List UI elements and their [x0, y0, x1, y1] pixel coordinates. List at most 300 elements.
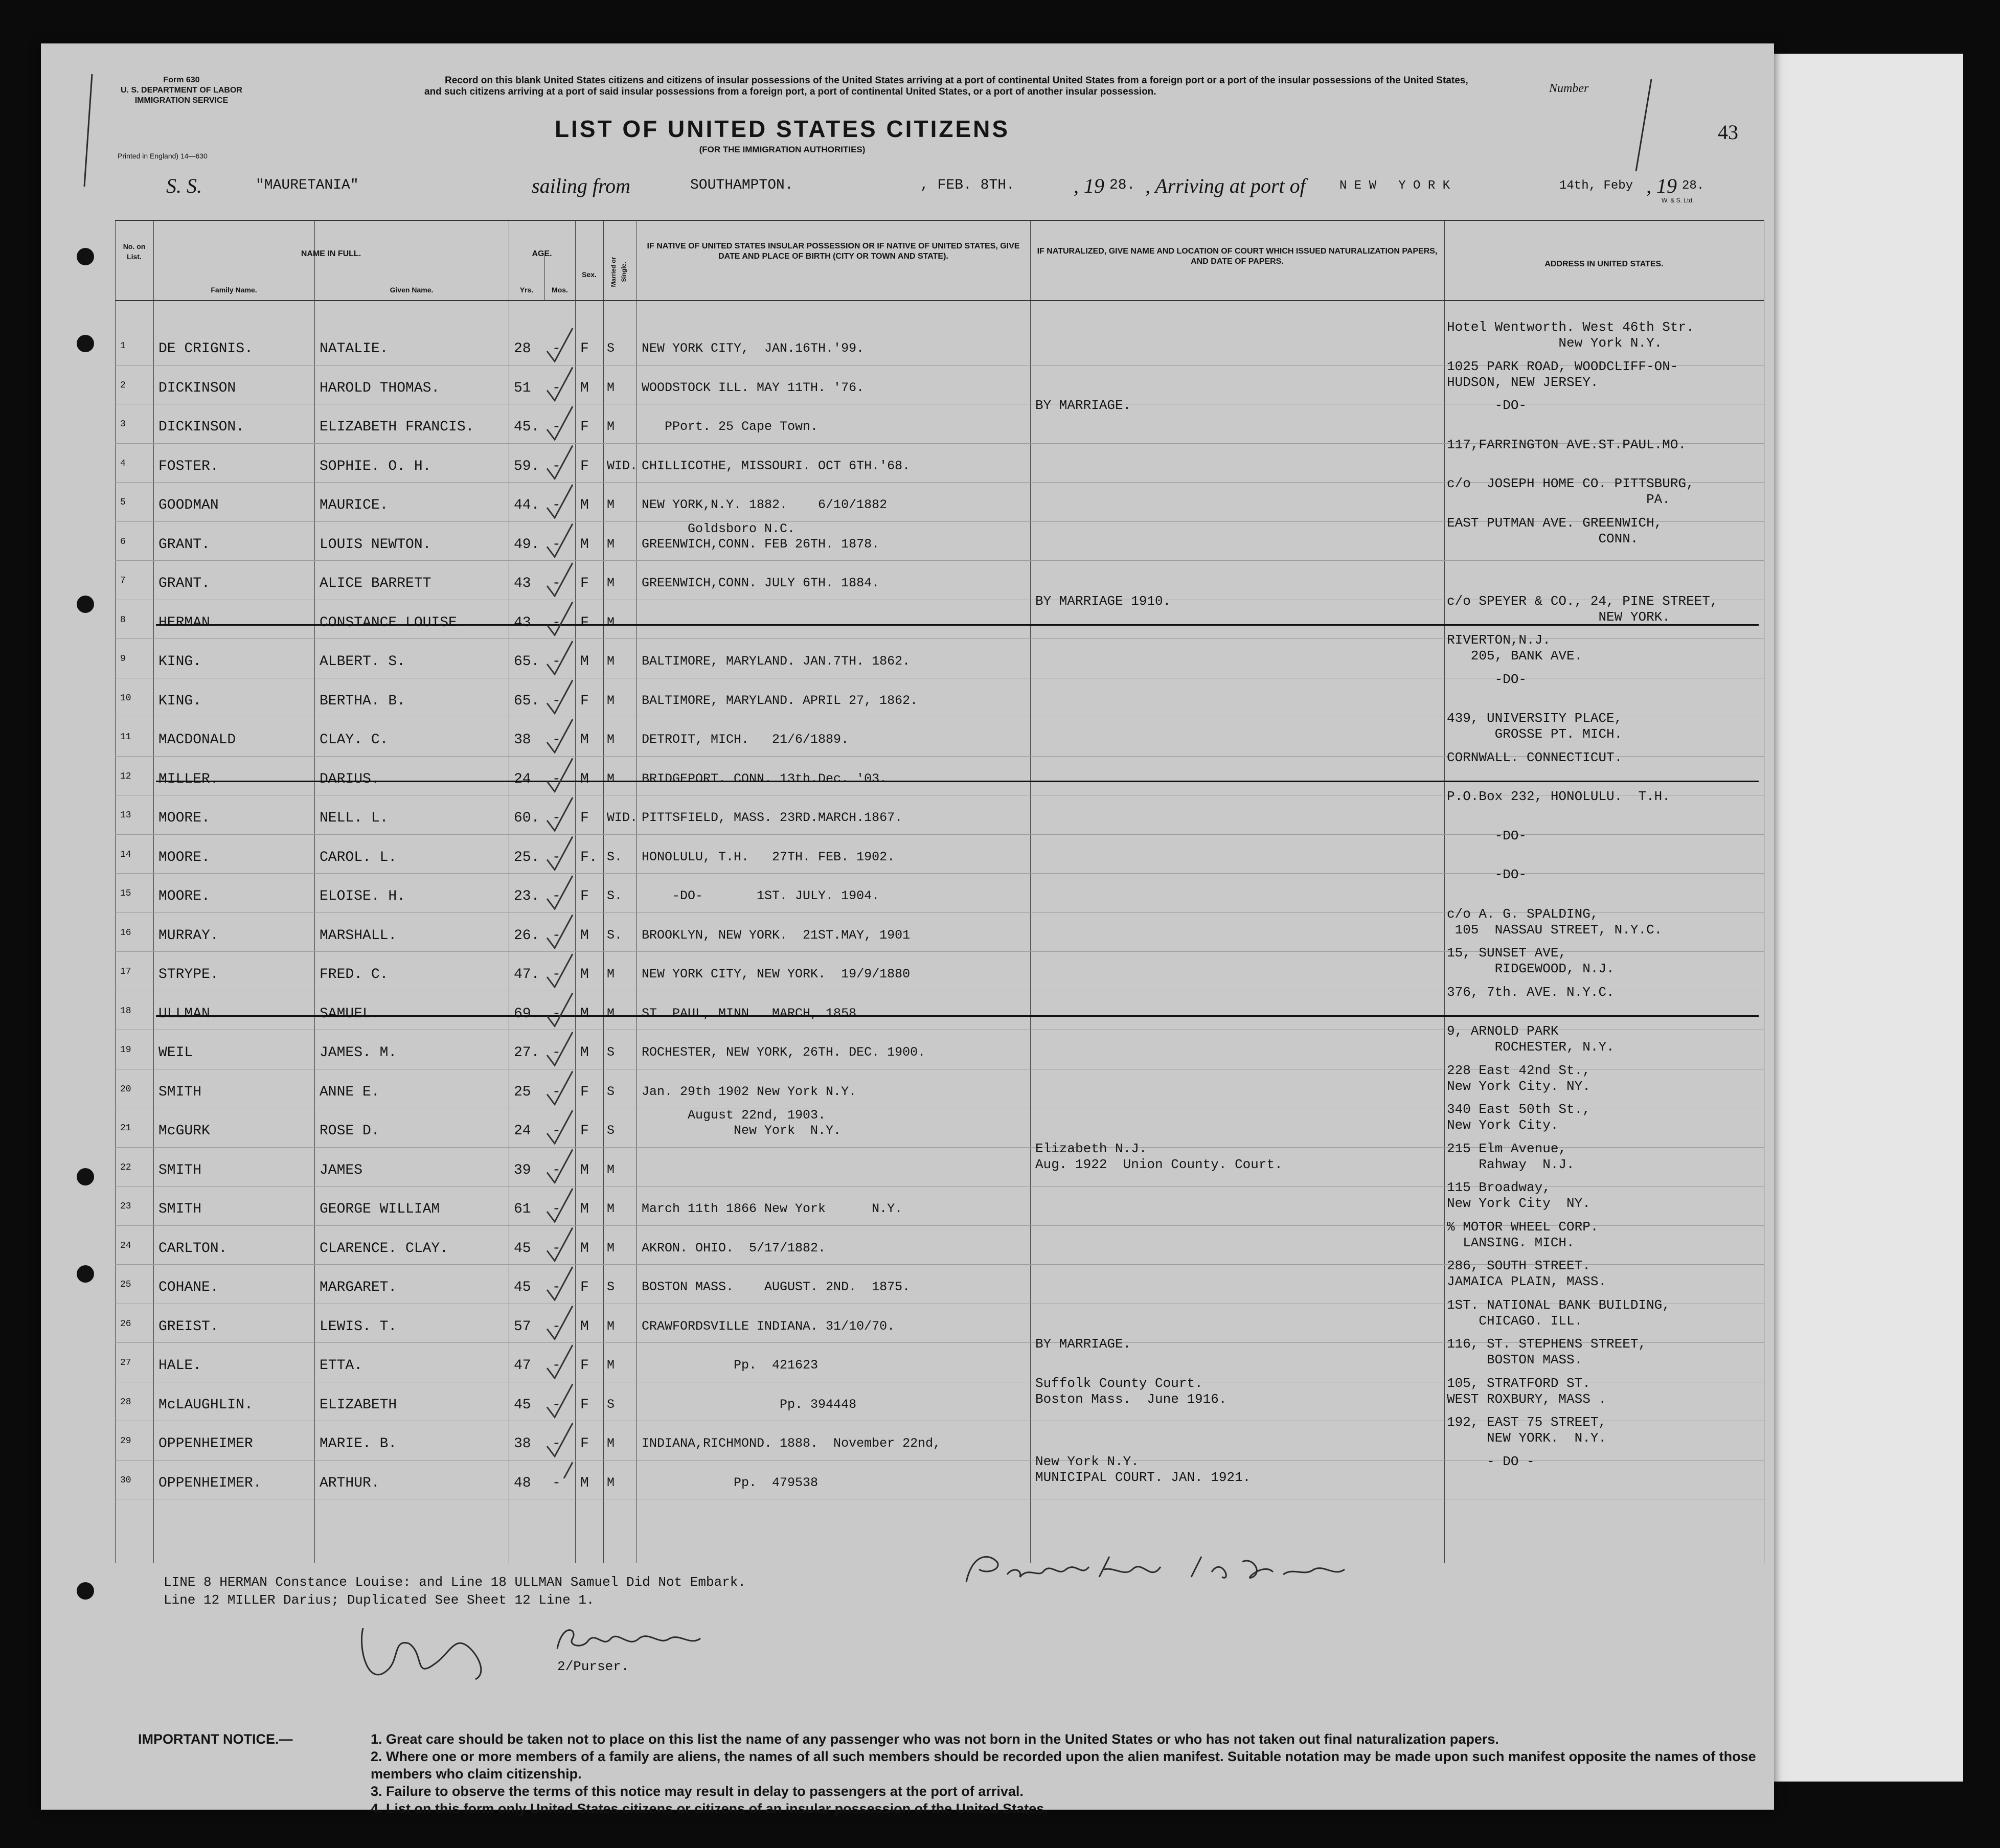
- address: 439, UNIVERSITY PLACE, GROSSE PT. MICH.: [1447, 711, 1623, 742]
- given-name: BERTHA. B.: [320, 693, 406, 709]
- birth-info: PITTSFIELD, MASS. 23RD.MARCH.1867.: [642, 810, 903, 825]
- naturalization-info: New York N.Y. MUNICIPAL COURT. JAN. 1921.: [1035, 1453, 1251, 1485]
- family-name: DE CRIGNIS.: [158, 341, 253, 357]
- age-years: 47.: [514, 967, 540, 983]
- row-number: 18: [120, 1006, 131, 1016]
- address: 1ST. NATIONAL BANK BUILDING, CHICAGO. ILL.: [1447, 1297, 1670, 1329]
- birth-info: GREENWICH,CONN. JULY 6TH. 1884.: [642, 576, 880, 590]
- family-name: KING.: [158, 693, 202, 709]
- age-years: 60.: [514, 810, 540, 826]
- check-mark: [547, 797, 573, 831]
- age-years: 57: [514, 1318, 531, 1335]
- col-family-name: Family Name.: [211, 286, 257, 294]
- family-name: MOORE.: [158, 888, 210, 904]
- age-months: -: [552, 771, 561, 787]
- sex: F: [580, 810, 589, 826]
- address: c/o JOSEPH HOME CO. PITTSBURG, PA.: [1447, 476, 1694, 507]
- address: -DO-: [1447, 398, 1527, 413]
- check-mark: [547, 406, 573, 440]
- address: c/o A. G. SPALDING, 105 NASSAU STREET, N.Y.C.: [1447, 906, 1663, 938]
- age-years: 38: [514, 732, 531, 748]
- marital-status: M: [607, 1162, 615, 1177]
- address: CORNWALL. CONNECTICUT.: [1447, 749, 1623, 765]
- check-mark: [547, 759, 573, 792]
- check-mark: [547, 915, 573, 948]
- page-title: LIST OF UNITED STATES CITIZENS: [554, 116, 1010, 142]
- service: IMMIGRATION SERVICE: [134, 96, 229, 105]
- record-instructions: Record on this blank United States citizens and citizens of insular possessions of the United States arriving at a port of continental United States from a foreign port or a port of the insular possessions of the United States, and such citizens arriving at a port of said insular possessions from a foreign port, a port of continental United States, or a port of another insular possession.: [424, 75, 1468, 97]
- col-no: No. on List.: [123, 242, 146, 261]
- marital-status: M: [607, 419, 615, 434]
- punch-hole: [77, 335, 94, 352]
- row-number: 7: [120, 576, 126, 586]
- birth-note: Goldsboro N.C.: [688, 521, 796, 536]
- age-years: 39: [514, 1162, 531, 1178]
- punch-hole: [77, 1168, 94, 1185]
- address: P.O.Box 232, HONOLULU. T.H.: [1447, 789, 1670, 804]
- check-mark: [547, 680, 573, 714]
- address: 15, SUNSET AVE, RIDGEWOOD, N.J.: [1447, 945, 1615, 976]
- birth-info: Pp. 421623: [642, 1358, 819, 1373]
- age-months: -: [552, 536, 561, 553]
- sex: F: [580, 693, 589, 709]
- age-months: -: [552, 458, 561, 474]
- given-name: GEORGE WILLIAM: [320, 1201, 440, 1217]
- col-birth: IF NATIVE OF UNITED STATES INSULAR POSSESSION OR IF NATIVE OF UNITED STATES, GIVE DATE AND PLACE OF BIRTH (CITY OR TOWN AND STATE).: [647, 242, 1020, 261]
- col-mos: Mos.: [552, 286, 568, 294]
- sailing-label: sailing from: [532, 174, 630, 197]
- purser-title: 2/Purser.: [557, 1659, 629, 1674]
- check-marks: [537, 303, 608, 1478]
- check-mark: [547, 328, 573, 361]
- address: -DO-: [1447, 828, 1527, 843]
- given-name: ALBERT. S.: [320, 654, 406, 670]
- check-mark: [547, 368, 573, 401]
- family-name: MACDONALD: [158, 732, 236, 748]
- printer-mark: W. & S. Ltd.: [1662, 197, 1694, 204]
- marital-status: S: [607, 1123, 615, 1138]
- marital-status: M: [607, 967, 615, 982]
- arrival-port: N E W Y O R K: [1339, 179, 1450, 193]
- row-number: 23: [120, 1201, 131, 1212]
- age-months: -: [552, 1201, 561, 1217]
- address: EAST PUTMAN AVE. GREENWICH, CONN.: [1447, 515, 1663, 546]
- age-years: 24: [514, 771, 531, 787]
- row-number: 14: [120, 849, 131, 860]
- row-number: 15: [120, 888, 131, 899]
- row-number: 16: [120, 927, 131, 938]
- age-months: -: [552, 1318, 561, 1335]
- age-years: 47: [514, 1358, 531, 1374]
- address: % MOTOR WHEEL CORP. LANSING. MICH.: [1447, 1219, 1599, 1250]
- family-name: HERMAN: [158, 614, 210, 631]
- age-months: -: [552, 1162, 561, 1178]
- birth-info: WOODSTOCK ILL. MAY 11TH. '76.: [642, 380, 865, 395]
- given-name: FRED. C.: [320, 967, 389, 983]
- sex: M: [580, 536, 589, 553]
- family-name: DICKINSON: [158, 380, 236, 396]
- age-years: 38: [514, 1436, 531, 1452]
- marital-status: M: [607, 1006, 615, 1021]
- notice-label: IMPORTANT NOTICE.—: [138, 1731, 293, 1747]
- birth-info: INDIANA,RICHMOND. 1888. November 22nd,: [642, 1436, 941, 1451]
- arrival-year: 28.: [1682, 179, 1704, 193]
- age-months: -: [552, 1006, 561, 1022]
- given-name: ELOISE. H.: [320, 888, 406, 904]
- age-months: -: [552, 654, 561, 670]
- sex: M: [580, 1240, 589, 1257]
- family-name: HALE.: [158, 1358, 202, 1374]
- row-number: 12: [120, 771, 131, 782]
- sex: F: [580, 341, 589, 357]
- check-mark: [547, 1306, 573, 1339]
- printed-note: Printed in England) 14—630: [118, 152, 208, 160]
- ss-label: S. S.: [166, 174, 202, 197]
- birth-info: BRIDGEPORT. CONN. 13th.Dec. '03.: [642, 771, 888, 786]
- marital-status: M: [607, 693, 615, 708]
- family-name: MURRAY.: [158, 927, 219, 944]
- age-years: 65.: [514, 654, 540, 670]
- birth-info: BROOKLYN, NEW YORK. 21ST.MAY, 1901: [642, 927, 911, 943]
- row-number: 21: [120, 1123, 131, 1133]
- age-years: 28: [514, 341, 531, 357]
- check-mark: [547, 1110, 573, 1144]
- given-name: ALICE BARRETT: [320, 576, 431, 591]
- marital-status: M: [607, 732, 615, 747]
- naturalization-info: Suffolk County Court. Boston Mass. June 1916.: [1035, 1375, 1227, 1407]
- birth-info: Pp. 479538: [642, 1475, 819, 1490]
- marital-status: M: [607, 654, 615, 669]
- birth-info: BOSTON MASS. AUGUST. 2ND. 1875.: [642, 1280, 911, 1294]
- birth-info: NEW YORK,N.Y. 1882. 6/10/1882: [642, 497, 888, 512]
- age-months: -: [552, 576, 561, 591]
- sex: F.: [580, 849, 598, 865]
- punch-hole: [77, 1582, 94, 1600]
- age-years: 45.: [514, 419, 540, 435]
- marital-status: S.: [607, 849, 623, 864]
- age-months: -: [552, 1045, 561, 1061]
- check-mark: [547, 1150, 573, 1183]
- naturalization-info: BY MARRIAGE.: [1035, 1336, 1131, 1352]
- given-name: MAURICE.: [320, 497, 389, 513]
- given-name: ROSE D.: [320, 1123, 380, 1139]
- age-months: -: [552, 380, 561, 396]
- check-mark: [547, 719, 573, 752]
- given-name: JAMES: [320, 1162, 363, 1178]
- age-months: -: [552, 810, 561, 826]
- age-years: 25: [514, 1084, 531, 1100]
- age-months: -: [552, 419, 561, 435]
- given-name: NELL. L.: [320, 810, 389, 826]
- row-number: 13: [120, 810, 131, 820]
- sex: M: [580, 771, 589, 787]
- birth-info: HONOLULU, T.H. 27TH. FEB. 1902.: [642, 849, 895, 864]
- check-mark: [547, 1423, 573, 1456]
- row-number: 5: [120, 497, 126, 508]
- address: -DO-: [1447, 867, 1527, 882]
- handwritten-stroke: [72, 69, 102, 197]
- sex: M: [580, 380, 589, 396]
- age-years: 69.: [514, 1006, 540, 1022]
- sex: F: [580, 1436, 589, 1452]
- birth-info: DETROIT, MICH. 21/6/1889.: [642, 732, 849, 747]
- age-months: -: [552, 1475, 561, 1491]
- row-number: 4: [120, 458, 126, 469]
- check-mark: [547, 954, 573, 987]
- arrival-date: 14th, Feby: [1559, 179, 1633, 193]
- departure-year: 28.: [1109, 177, 1135, 193]
- check-mark: [547, 1189, 573, 1222]
- age-months: -: [552, 1123, 561, 1139]
- check-mark: [547, 876, 573, 909]
- age-months: -: [552, 1358, 561, 1374]
- family-name: SMITH: [158, 1162, 202, 1178]
- family-name: OPPENHEIMER: [158, 1436, 253, 1452]
- row-divider: [115, 560, 1764, 561]
- footnote-1: LINE 8 HERMAN Constance Louise: and Line 18 ULLMAN Samuel Did Not Embark.: [164, 1575, 746, 1590]
- col-naturalized: IF NATURALIZED, GIVE NAME AND LOCATION OF COURT WHICH ISSUED NATURALIZATION PAPERS, AND DATE OF PAPERS.: [1037, 247, 1438, 266]
- age-months: -: [552, 1397, 561, 1413]
- address: 376, 7th. AVE. N.Y.C.: [1447, 984, 1615, 1000]
- row-number: 8: [120, 614, 126, 625]
- row-number: 25: [120, 1280, 131, 1290]
- given-name: ETTA.: [320, 1358, 363, 1374]
- age-months: -: [552, 888, 561, 904]
- naturalization-info: Elizabeth N.J. Aug. 1922 Union County. Court.: [1035, 1140, 1283, 1172]
- sex: F: [580, 1358, 589, 1374]
- age-months: -: [552, 614, 561, 631]
- row-number: 30: [120, 1475, 131, 1486]
- marital-status: M: [607, 1475, 615, 1490]
- given-name: CLARENCE. CLAY.: [320, 1240, 449, 1257]
- sex: F: [580, 576, 589, 591]
- sex: F: [580, 458, 589, 474]
- family-name: STRYPE.: [158, 967, 219, 983]
- age-months: -: [552, 1280, 561, 1295]
- family-name: MOORE.: [158, 849, 210, 865]
- address: 215 Elm Avenue, Rahway N.J.: [1447, 1140, 1575, 1172]
- page-subtitle: (FOR THE IMMIGRATION AUTHORITIES): [699, 145, 866, 154]
- marital-status: WID.: [607, 458, 638, 473]
- check-mark: [547, 837, 573, 870]
- row-number: 26: [120, 1318, 131, 1329]
- marital-status: M: [607, 536, 615, 552]
- naturalization-info: BY MARRIAGE.: [1035, 398, 1131, 413]
- address: 228 East 42nd St., New York City. NY.: [1447, 1062, 1590, 1094]
- given-name: SOPHIE. O. H.: [320, 458, 431, 474]
- row-number: 9: [120, 654, 126, 664]
- birth-info: ROCHESTER, NEW YORK, 26TH. DEC. 1900.: [642, 1045, 926, 1060]
- row-number: 27: [120, 1358, 131, 1368]
- departure-date: , FEB. 8TH.: [920, 177, 1015, 193]
- family-name: GREIST.: [158, 1318, 219, 1335]
- check-mark: [547, 1384, 573, 1418]
- age-years: 61: [514, 1201, 531, 1217]
- check-mark: [547, 641, 573, 674]
- row-number: 6: [120, 536, 126, 547]
- sex: M: [580, 927, 589, 944]
- marital-status: S: [607, 341, 615, 356]
- check-mark: [547, 485, 573, 518]
- birth-note: August 22nd, 1903.: [688, 1108, 826, 1123]
- strike-through-line: [156, 781, 1759, 782]
- age-months: -: [552, 927, 561, 944]
- family-name: GOODMAN: [158, 497, 219, 513]
- given-name: CONSTANCE LOUISE.: [320, 614, 466, 631]
- sheet-number: 43: [1718, 121, 1738, 144]
- ship-name: "MAURETANIA": [256, 177, 359, 193]
- col-married-single: Married or Single.: [610, 257, 627, 287]
- address: 117,FARRINGTON AVE.ST.PAUL.MO.: [1447, 437, 1687, 452]
- sex: M: [580, 497, 589, 513]
- departure-port: SOUTHAMPTON.: [690, 177, 793, 193]
- check-mark: [547, 1463, 573, 1479]
- age-months: -: [552, 732, 561, 748]
- marital-status: S: [607, 1084, 615, 1099]
- check-mark: [547, 524, 573, 557]
- arriving-label: , Arriving at port of: [1145, 174, 1306, 197]
- marital-status: M: [607, 576, 615, 590]
- marital-status: M: [607, 497, 615, 512]
- birth-info: CRAWFORDSVILLE INDIANA. 31/10/70.: [642, 1318, 895, 1334]
- age-years: 51: [514, 380, 531, 396]
- given-name: NATALIE.: [320, 341, 389, 357]
- sex: F: [580, 419, 589, 435]
- sex: F: [580, 1280, 589, 1295]
- family-name: CARLTON.: [158, 1240, 228, 1257]
- notice-item: 2. Where one or more members of a family are aliens, the names of all such members should be recorded upon the alien manifest. Suitable notation may be made upon such manifest opposite the names of those members who claim citizenship.: [371, 1749, 1756, 1782]
- given-name: CAROL. L.: [320, 849, 397, 865]
- age-years: 65.: [514, 693, 540, 709]
- row-number: 19: [120, 1045, 131, 1055]
- check-mark: [547, 1267, 573, 1300]
- purser-signature: [552, 1618, 706, 1659]
- form-id-block: [107, 75, 256, 106]
- marital-status: M: [607, 1318, 615, 1334]
- birth-info: CHILLICOTHE, MISSOURI. OCT 6TH.'68.: [642, 458, 911, 473]
- check-mark: [547, 993, 573, 1026]
- given-name: MARIE. B.: [320, 1436, 397, 1452]
- family-name: McLAUGHLIN.: [158, 1397, 253, 1413]
- punch-hole: [77, 1265, 94, 1283]
- row-number: 1: [120, 341, 126, 351]
- sex: M: [580, 1201, 589, 1217]
- strike-through-line: [156, 624, 1759, 626]
- family-name: WEIL: [158, 1045, 193, 1061]
- birth-info: PPort. 25 Cape Town.: [642, 419, 819, 434]
- naturalization-info: BY MARRIAGE 1910.: [1035, 593, 1171, 609]
- address: - DO -: [1447, 1453, 1535, 1469]
- sex: F: [580, 614, 589, 631]
- address: 9, ARNOLD PARK ROCHESTER, N.Y.: [1447, 1023, 1615, 1055]
- family-name: GRANT.: [158, 536, 210, 553]
- sex: M: [580, 1045, 589, 1061]
- family-name: McGURK: [158, 1123, 210, 1139]
- col-sex: Sex.: [582, 270, 597, 279]
- address: -DO-: [1447, 671, 1527, 687]
- form-number: Form 630: [163, 76, 200, 84]
- row-number: 17: [120, 967, 131, 977]
- age-years: 27.: [514, 1045, 540, 1061]
- initials-scribble: [348, 1618, 501, 1695]
- given-name: JAMES. M.: [320, 1045, 397, 1061]
- col-age: AGE.: [532, 249, 552, 258]
- age-years: 45: [514, 1280, 531, 1295]
- family-name: GRANT.: [158, 576, 210, 591]
- family-name: KING.: [158, 654, 202, 670]
- birth-info: BALTIMORE, MARYLAND. APRIL 27, 1862.: [642, 693, 918, 708]
- birth-info: NEW YORK CITY, JAN.16TH.'99.: [642, 341, 865, 356]
- col-given-name: Given Name.: [390, 286, 434, 294]
- age-years: 45: [514, 1240, 531, 1257]
- address: RIVERTON,N.J. 205, BANK AVE.: [1447, 632, 1583, 664]
- address: 116, ST. STEPHENS STREET, BOSTON MASS.: [1447, 1336, 1647, 1367]
- age-years: 26.: [514, 927, 540, 944]
- check-mark: [547, 1032, 573, 1065]
- marital-status: M: [607, 1436, 615, 1451]
- family-name: SMITH: [158, 1084, 202, 1100]
- age-years: 59.: [514, 458, 540, 474]
- marital-status: M: [607, 1240, 615, 1256]
- age-years: 23.: [514, 888, 540, 904]
- address: Hotel Wentworth. West 46th Str. New York N.Y.: [1447, 320, 1694, 351]
- age-years: 25.: [514, 849, 540, 865]
- given-name: LOUIS NEWTON.: [320, 536, 431, 553]
- handwritten-number-one: [1626, 74, 1667, 176]
- age-years: 43: [514, 576, 531, 591]
- given-name: ARTHUR.: [320, 1475, 380, 1491]
- age-months: -: [552, 849, 561, 865]
- check-mark: [547, 446, 573, 479]
- birth-info: New York N.Y.: [642, 1123, 842, 1138]
- row-number: 20: [120, 1084, 131, 1094]
- age-years: 49.: [514, 536, 540, 553]
- birth-info: Pp. 394448: [642, 1397, 857, 1412]
- sex: M: [580, 967, 589, 983]
- birth-info: March 11th 1866 New York N.Y.: [642, 1201, 903, 1216]
- row-number: 3: [120, 419, 126, 429]
- notice-item: 1. Great care should be taken not to place on this list the name of any passenger who was not born in the United States or who has not taken out final naturalization papers.: [371, 1731, 1499, 1747]
- given-name: ELIZABETH: [320, 1397, 397, 1413]
- given-name: CLAY. C.: [320, 732, 389, 748]
- given-name: SAMUEL.: [320, 1006, 380, 1022]
- marital-status: M: [607, 380, 615, 395]
- age-years: 48: [514, 1475, 531, 1491]
- punch-hole: [77, 248, 94, 265]
- row-number: 11: [120, 732, 131, 742]
- inspector-signature: [956, 1546, 1375, 1592]
- notice-item: 3. Failure to observe the terms of this notice may result in delay to passengers at the port of arrival.: [371, 1784, 1024, 1799]
- punch-hole: [77, 596, 94, 613]
- sex: M: [580, 1318, 589, 1335]
- footnote-2: Line 12 MILLER Darius; Duplicated See Sheet 12 Line 1.: [164, 1592, 595, 1608]
- address: 340 East 50th St., New York City.: [1447, 1102, 1590, 1133]
- check-mark: [547, 1345, 573, 1378]
- year-prefix: , 19: [1074, 174, 1104, 197]
- age-months: -: [552, 1084, 561, 1100]
- given-name: MARGARET.: [320, 1280, 397, 1295]
- age-years: 24: [514, 1123, 531, 1139]
- age-months: -: [552, 1436, 561, 1452]
- given-name: ELIZABETH FRANCIS.: [320, 419, 474, 435]
- given-name: LEWIS. T.: [320, 1318, 397, 1335]
- birth-info: ST. PAUL, MINN. MARCH, 1858.: [642, 1006, 865, 1021]
- family-name: COHANE.: [158, 1280, 219, 1295]
- age-months: -: [552, 967, 561, 983]
- given-name: DARIUS.: [320, 771, 380, 787]
- given-name: MARSHALL.: [320, 927, 397, 944]
- row-number: 22: [120, 1162, 131, 1173]
